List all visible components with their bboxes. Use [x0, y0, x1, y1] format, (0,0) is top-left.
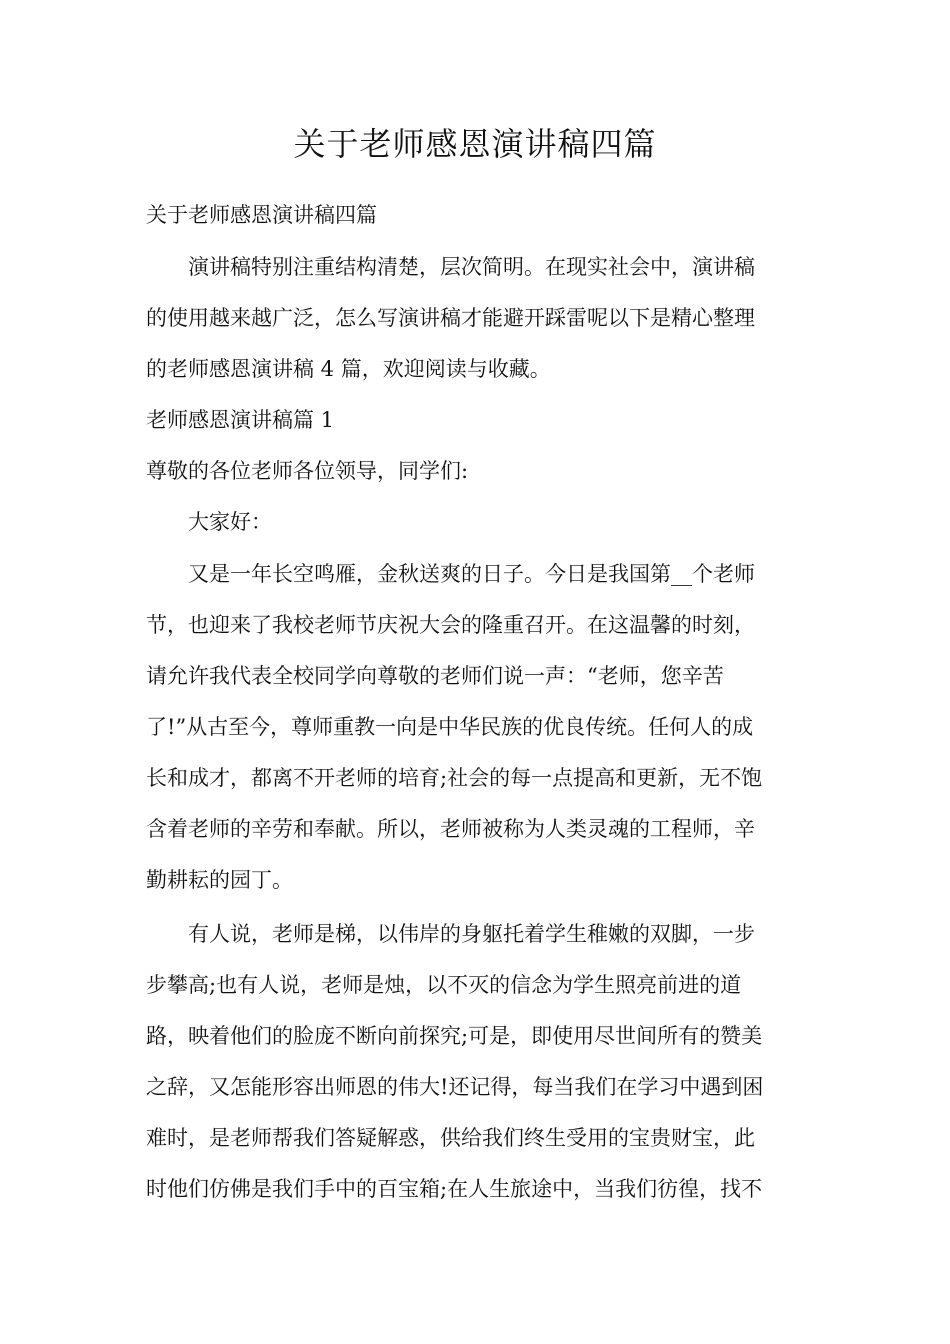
paragraph1-line-1: 又是一年长空鸣雁，金秋送爽的日子。今日是我国第__个老师	[188, 562, 755, 586]
paragraph1-line-4: 了!”从古至今，尊师重教一向是中华民族的优良传统。任何人的成	[146, 715, 754, 739]
paragraph1-line-7: 勤耕耘的园丁。	[146, 868, 293, 892]
intro-line-1: 演讲稿特别注重结构清楚，层次简明。在现实社会中，演讲稿	[188, 255, 755, 279]
document-title: 关于老师感恩演讲稿四篇	[293, 125, 657, 163]
paragraph2-line-5: 难时，是老师帮我们答疑解惑，供给我们终生受用的宝贵财宝，此	[146, 1126, 755, 1150]
greeting: 大家好：	[188, 510, 272, 534]
intro-line-2: 的使用越来越广泛，怎么写演讲稿才能避开踩雷呢以下是精心整理	[146, 306, 755, 330]
paragraph2-line-6: 时他们仿佛是我们手中的百宝箱;在人生旅途中，当我们彷徨，找不	[146, 1177, 763, 1201]
paragraph2-line-4: 之辞，又怎能形容出师恩的伟大!还记得，每当我们在学习中遇到困	[146, 1075, 764, 1099]
salutation: 尊敬的各位老师各位领导，同学们:	[146, 459, 469, 483]
paragraph1-line-5: 长和成才，都离不开老师的培育;社会的每一点提高和更新，无不饱	[146, 766, 763, 790]
paragraph1-line-2: 节，也迎来了我校老师节庆祝大会的隆重召开。在这温馨的时刻，	[146, 613, 755, 637]
paragraph2-line-3: 路，映着他们的脸庞不断向前探究;可是，即使用尽世间所有的赞美	[146, 1024, 763, 1048]
paragraph2-line-1: 有人说，老师是梯，以伟岸的身躯托着学生稚嫩的双脚，一步	[188, 922, 755, 946]
document-subtitle: 关于老师感恩演讲稿四篇	[146, 203, 377, 227]
intro-line-3: 的老师感恩演讲稿 4 篇，欢迎阅读与收藏。	[146, 357, 551, 381]
section-heading: 老师感恩演讲稿篇 1	[146, 408, 335, 432]
paragraph2-line-2: 步攀高;也有人说，老师是烛，以不灭的信念为学生照亮前进的道	[146, 973, 742, 997]
paragraph1-line-3: 请允许我代表全校同学向尊敬的老师们说一声：“老师，您辛苦	[146, 664, 724, 688]
paragraph1-line-6: 含着老师的辛劳和奉献。所以，老师被称为人类灵魂的工程师，辛	[146, 817, 755, 841]
